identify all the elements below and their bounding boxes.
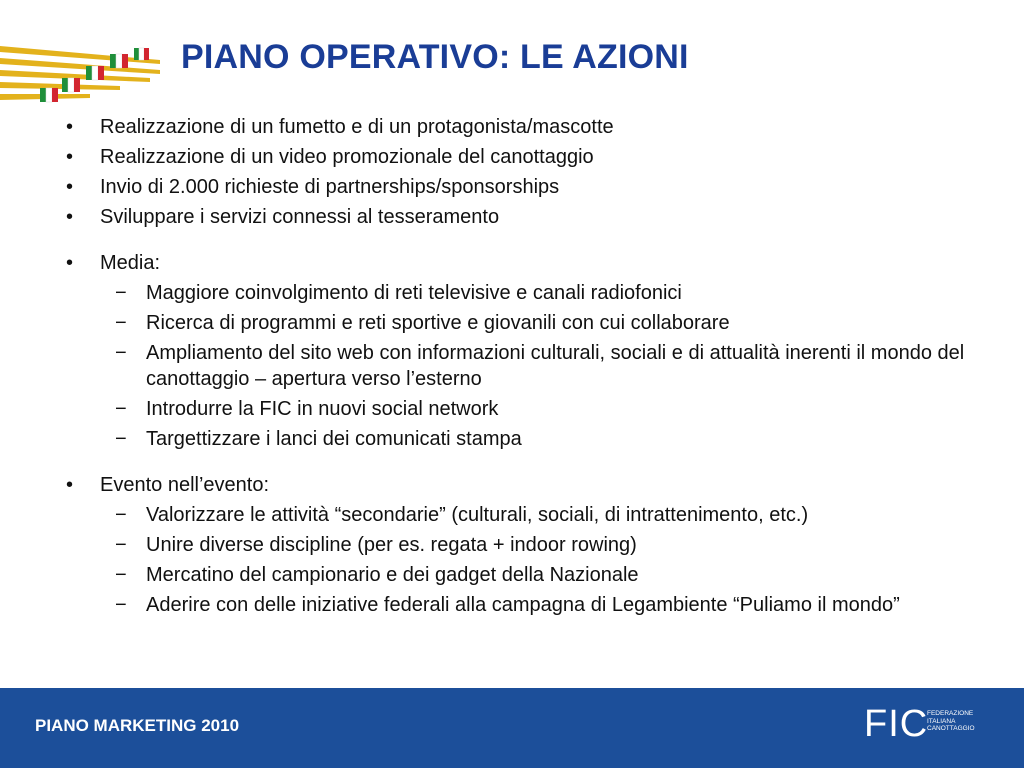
rowing-flags-logo	[0, 36, 175, 116]
sub-bullet-text: Ampliamento del sito web con informazioni culturali, sociali e di attualità inerenti il mondo del canottaggio – apertura verso l’esterno	[146, 342, 965, 390]
sub-bullet-item	[0, 560, 1024, 590]
bullet-item	[0, 248, 1024, 278]
sub-bullet-item	[0, 308, 1024, 338]
dash-marker: −	[115, 534, 127, 556]
bullet-text: Realizzazione di un video promozionale del canottaggio	[100, 146, 594, 168]
sub-bullet-item	[0, 530, 1024, 560]
sub-bullet-text: Introdurre la FIC in nuovi social network	[146, 398, 499, 420]
dash-marker: −	[115, 282, 127, 304]
sub-bullet-text: Mercatino del campionario e dei gadget della Nazionale	[146, 564, 639, 586]
dash-marker: −	[115, 312, 127, 334]
sub-bullet-item	[0, 590, 1024, 620]
sub-bullet-text: Aderire con delle iniziative federali alla campagna di Legambiente “Puliamo il mondo”	[146, 594, 900, 616]
bullet-item	[0, 470, 1024, 500]
bullet-item	[0, 172, 1024, 202]
bullet-marker: •	[66, 146, 74, 168]
sub-bullet-item	[0, 278, 1024, 308]
dash-marker: −	[115, 342, 127, 364]
sub-bullet-text: Unire diverse discipline (per es. regata + indoor rowing)	[146, 534, 637, 556]
dash-marker: −	[115, 428, 127, 450]
bullet-item	[0, 142, 1024, 172]
footer-label: PIANO MARKETING 2010	[35, 716, 240, 735]
footer-bar	[0, 688, 1024, 768]
slide-body	[0, 112, 1024, 620]
slide-title: PIANO OPERATIVO: LE AZIONI	[181, 38, 689, 76]
bullet-marker: •	[66, 116, 74, 138]
sub-bullet-item	[0, 338, 1024, 394]
dash-marker: −	[115, 564, 127, 586]
bullet-item	[0, 202, 1024, 232]
sub-bullet-item	[0, 424, 1024, 454]
bullet-item	[0, 112, 1024, 142]
bullet-text: Invio di 2.000 richieste di partnerships/sponsorships	[100, 176, 560, 198]
fic-logo-subtitle: FEDERAZIONE ITALIANA CANOTTAGGIO	[927, 710, 975, 732]
sub-bullet-item	[0, 394, 1024, 424]
dash-marker: −	[115, 594, 127, 616]
bullet-marker: •	[66, 176, 74, 198]
sub-bullet-text: Maggiore coinvolgimento di reti televisive e canali radiofonici	[146, 282, 682, 304]
bullet-text: Realizzazione di un fumetto e di un protagonista/mascotte	[100, 116, 614, 138]
dash-marker: −	[115, 504, 127, 526]
sub-bullet-text: Valorizzare le attività “secondarie” (culturali, sociali, di intrattenimento, etc.)	[146, 504, 809, 526]
sub-bullet-text: Ricerca di programmi e reti sportive e giovanili con cui collaborare	[146, 312, 730, 334]
sub-bullet-item	[0, 500, 1024, 530]
bullet-text: Media:	[100, 252, 161, 274]
bullet-marker: •	[66, 474, 74, 496]
bullet-marker: •	[66, 252, 74, 274]
dash-marker: −	[115, 398, 127, 420]
fic-logo-text: FIC	[864, 703, 929, 745]
sub-bullet-text: Targettizzare i lanci dei comunicati stampa	[146, 428, 522, 450]
bullet-text: Evento nell’evento:	[100, 474, 270, 496]
bullet-marker: •	[66, 206, 74, 228]
bullet-text: Sviluppare i servizi connessi al tesseramento	[100, 206, 500, 228]
